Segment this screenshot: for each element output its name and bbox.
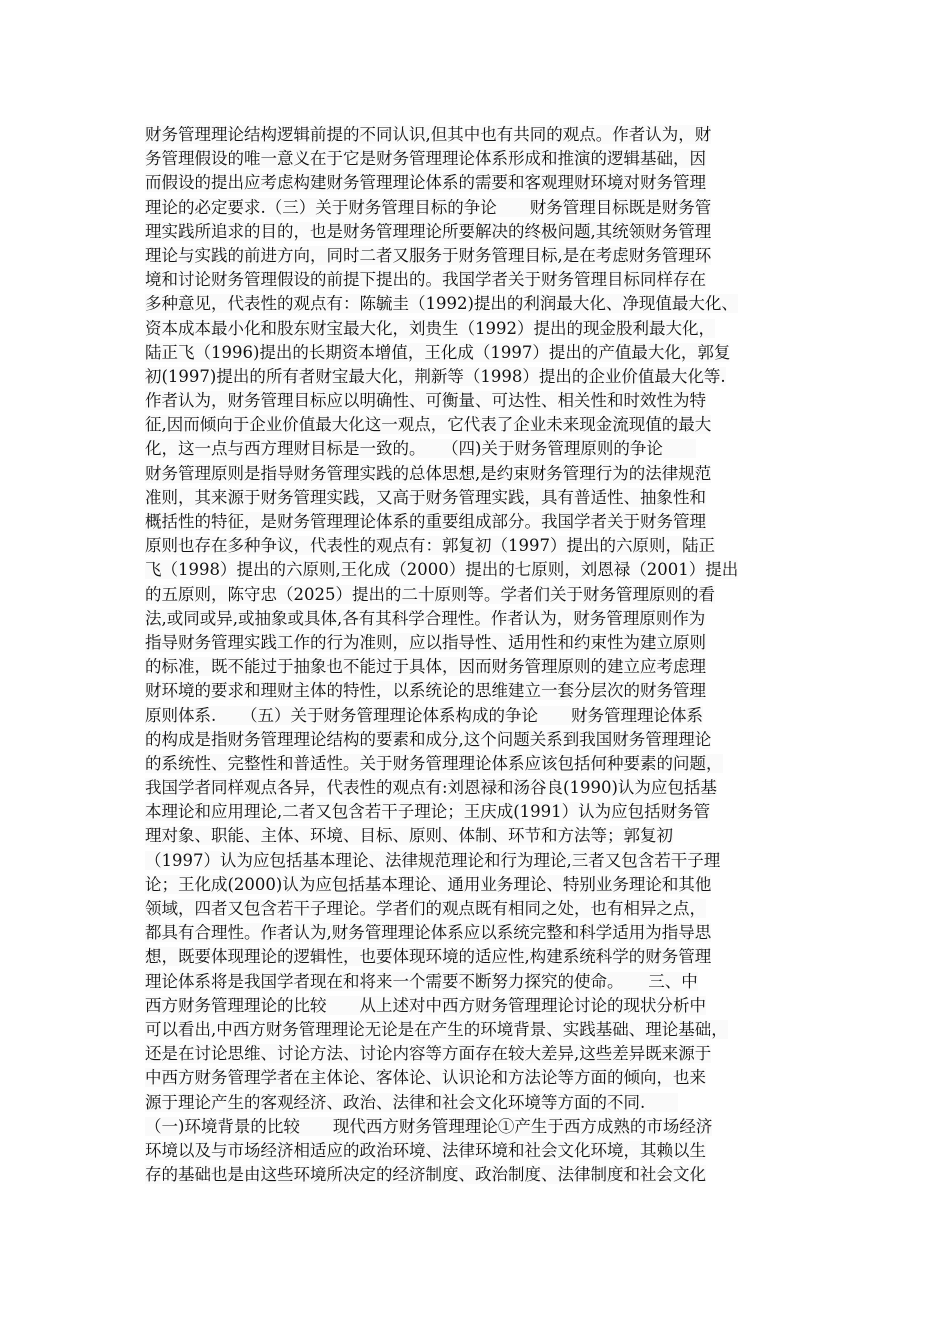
text-line-content: 的五原则，陈守忠（2025）提出的二十原则等。学者们关于财务管理原则的看 [145, 584, 715, 604]
text-line-content: 领域，四者又包含若干子理论。学者们的观点既有相同之处，也有相异之点， [145, 899, 706, 918]
text-line [145, 268, 825, 292]
text-line [145, 292, 825, 316]
text-line [145, 752, 825, 776]
text-line-content: 而假设的提出应考虑构建财务管理理论体系的需要和客观理财环境对财务管理 [145, 173, 706, 193]
text-line [145, 123, 825, 147]
text-line-content: 想，既要体现理论的逻辑性，也要体现环境的适应性,构建系统科学的财务管理 [145, 947, 712, 967]
text-line-content: 理论与实践的前进方向，同时二者又服务于财务管理目标,是在考虑财务管理环 [145, 245, 712, 265]
text-line [145, 1091, 825, 1115]
text-line-content: 原则体系. （五）关于财务管理理论体系构成的争论 财务管理理论体系 [145, 705, 703, 725]
text-line-content: 西方财务管理理论的比较 从上述对中西方财务管理理论讨论的现状分析中 [145, 995, 706, 1015]
text-line [145, 873, 825, 897]
text-line [145, 1115, 825, 1139]
text-line [145, 921, 825, 945]
text-line [145, 220, 825, 244]
text-line-content: 原则也存在多种争议，代表性的观点有：郭复初（1997）提出的六原则，陆正 [145, 536, 715, 556]
text-line-content: 的标准，既不能过于抽象也不能过于具体，因而财务管理原则的建立应考虑理 [145, 657, 706, 677]
text-line [145, 897, 825, 921]
text-line-content: 中西方财务管理学者在主体论、客体论、认识论和方法论等方面的倾向，也来 [145, 1068, 706, 1088]
text-line [145, 631, 825, 655]
text-line [145, 1018, 825, 1042]
text-line-content: 多种意见，代表性的观点有：陈毓圭（1992)提出的利润最大化、净现值最大化、 [145, 294, 738, 314]
text-line-content: 财务管理原则是指导财务管理实践的总体思想,是约束财务管理行为的法律规范 [145, 463, 712, 483]
text-line-content: 我国学者同样观点各异，代表性的观点有:刘恩禄和汤谷良(1990)认为应包括基 [145, 778, 717, 798]
text-line-content: 境和讨论财务管理假设的前提下提出的。我国学者关于财务管理目标同样存在 [145, 270, 706, 290]
text-line [145, 171, 825, 195]
text-line-content: 理论体系将是我国学者现在和将来一个需要不断努力探究的使命。 三、中 [145, 971, 698, 991]
text-line-content: 资本成本最小化和股东财宝最大化，刘贵生（1992）提出的现金股利最大化， [145, 318, 715, 338]
text-line [145, 583, 825, 607]
text-line [145, 534, 825, 558]
text-line [145, 389, 825, 413]
text-line-content: 本理论和应用理论,二者又包含若干子理论；王庆成(1991）认为应包括财务管 [145, 802, 711, 822]
text-line-content: 存的基础也是由这些环境所决定的经济制度、政治制度、法律制度和社会文化 [145, 1165, 706, 1185]
text-line-content: 都具有合理性。作者认为,财务管理理论体系应以系统完整和科学适用为指导思 [145, 923, 712, 943]
text-line [145, 1139, 825, 1163]
text-line-content: 陆正飞（1996)提出的长期资本增值，王化成（1997）提出的产值最大化，郭复 [145, 342, 731, 362]
text-line-content: 征,因而倾向于企业价值最大化这一观点，它代表了企业未来现金流现值的最大 [145, 415, 712, 435]
text-line-content: 还是在讨论思维、讨论方法、讨论内容等方面存在较大差异,这些差异既来源于 [145, 1044, 712, 1064]
text-line-content: 化，这一点与西方理财目标是一致的。 （四)关于财务管理原则的争论 [145, 439, 696, 459]
text-line-content: 概括性的特征，是财务管理理论体系的重要组成部分。我国学者关于财务管理 [145, 512, 706, 531]
text-line-content: 源于理论产生的客观经济、政治、法律和社会文化环境等方面的不同. [145, 1092, 679, 1112]
text-line-content: 准则，其来源于财务管理实践，又高于财务管理实践，具有普适性、抽象性和 [145, 487, 706, 507]
text-line-content: 论；王化成(2000)认为应包括基本理论、通用业务理论、特别业务理论和其他 [145, 874, 712, 894]
text-line [145, 849, 825, 873]
text-line [145, 655, 825, 679]
text-line [145, 462, 825, 486]
text-line [145, 945, 825, 969]
text-line-content: 的系统性、完整性和普适性。关于财务管理理论体系应该包括何种要素的问题， [145, 753, 723, 773]
text-line-content: 可以看出,中西方财务管理理论无论是在产生的环境背景、实践基础、理论基础， [145, 1019, 728, 1039]
text-line [145, 244, 825, 268]
text-line [145, 728, 825, 752]
body-text [145, 123, 825, 1187]
text-line [145, 1066, 825, 1090]
text-line-content: 法,或同或异,或抽象或具体,各有其科学合理性。作者认为，财务管理原则作为 [145, 608, 706, 628]
text-line [145, 437, 825, 461]
text-line [145, 994, 825, 1018]
text-line [145, 679, 825, 703]
text-line-content: （1997）认为应包括基本理论、法律规范理论和行为理论,三者又包含若干子理 [145, 850, 721, 870]
text-line [145, 317, 825, 341]
text-line [145, 970, 825, 994]
text-line-content: 财环境的要求和理财主体的特性，以系统论的思维建立一套分层次的财务管理 [145, 681, 706, 701]
text-line [145, 510, 825, 534]
text-line [145, 704, 825, 728]
text-line-content: 初(1997)提出的所有者财宝最大化，荆新等（1998）提出的企业价值最大化等. [145, 366, 726, 386]
text-line-content: 财务管理理论结构逻辑前提的不同认识,但其中也有共同的观点。作者认为，财 [145, 125, 712, 144]
text-line [145, 800, 825, 824]
text-line-content: 务管理假设的唯一意义在于它是财务管理理论体系形成和推演的逻辑基础，因 [145, 149, 706, 169]
text-line [145, 365, 825, 389]
text-line-content: 的构成是指财务管理理论结构的要素和成分,这个问题关系到我国财务管理理论 [145, 729, 712, 749]
text-line [145, 607, 825, 631]
text-line [145, 341, 825, 365]
text-line-content: 理实践所追求的目的，也是财务管理理论所要解决的终极问题,其统领财务管理 [145, 221, 712, 241]
text-line-content: 指导财务管理实践工作的行为准则，应以指导性、适用性和约束性为建立原则 [145, 632, 706, 652]
text-line-content: 理对象、职能、主体、环境、目标、原则、体制、环节和方法等；郭复初 [145, 826, 673, 846]
text-line [145, 1163, 825, 1187]
text-line [145, 147, 825, 171]
text-line [145, 486, 825, 510]
text-line [145, 776, 825, 800]
text-line [145, 413, 825, 437]
text-line-content: （一)环境背景的比较 现代西方财务管理理论①产生于西方成熟的市场经济 [145, 1116, 713, 1136]
text-line-content: 作者认为，财务管理目标应以明确性、可衡量、可达性、相关性和时效性为特 [145, 391, 706, 411]
text-line [145, 558, 825, 582]
text-line-content: 理论的必定要求.（三）关于财务管理目标的争论 财务管理目标既是财务管 [145, 197, 712, 217]
text-line [145, 1042, 825, 1066]
text-line-content: 飞（1998）提出的六原则,王化成（2000）提出的七原则，刘恩禄（2001）提出 [145, 560, 739, 580]
text-line [145, 824, 825, 848]
text-line [145, 196, 825, 220]
text-line-content: 环境以及与市场经济相适应的政治环境、法律环境和社会文化环境，其赖以生 [145, 1140, 706, 1160]
